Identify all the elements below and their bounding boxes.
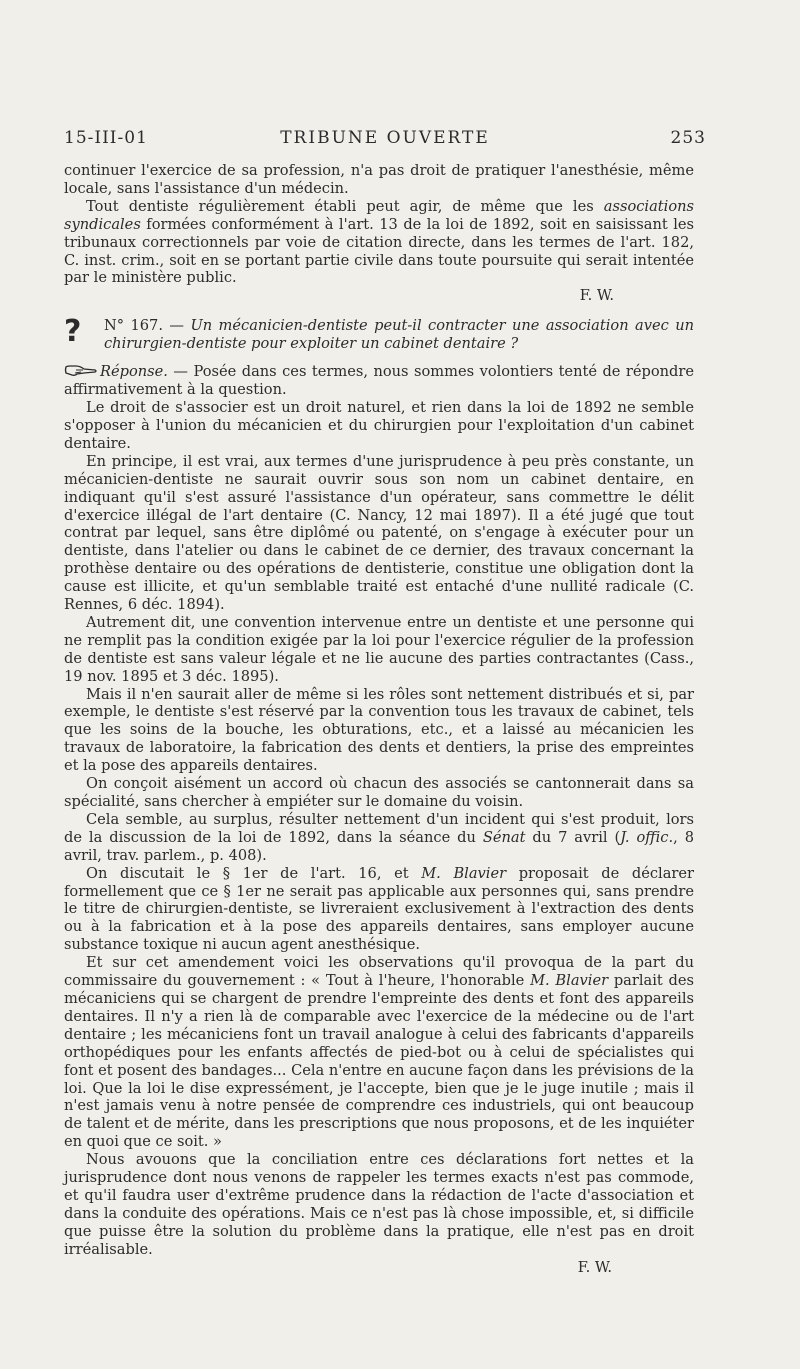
paragraph: Le droit de s'associer est un droit naturel, et rien dans la loi de 1892 ne semble s'opposer à l'union du mécanicien et du chirurgien pour l'exploitation d'un cabinet dentaire. bbox=[64, 399, 694, 452]
answer-label: Réponse. bbox=[100, 363, 168, 381]
question-number: N° 167. — bbox=[104, 317, 191, 335]
paragraph: Autrement dit, une convention intervenue entre un dentiste et une personne qui ne remplit pas la condition exigée par la loi pour l'exercice régulier de la profession de dentiste est sans valeur légale et ne lie aucune des parties contractantes (Cass., 19 nov. 1895 et 3 déc. 1895). bbox=[64, 613, 694, 685]
paragraph: Mais il n'en saurait aller de même si les rôles sont nettement distribués et si, par exemple, le dentiste s'est réservé par la convention tous les travaux de cabinet, tels que les soins de la bouche, les obturations, etc., et a laissé au mécanicien les travaux de laboratoire, la fabrication des dents et dentiers, la prise des empreintes et la pose des appareils dentaires. bbox=[64, 685, 694, 775]
paragraph: Cela semble, au surplus, résulter nettement d'un incident qui s'est produit, lors de la discussion de la loi de 1892, dans la séance du Sénat du 7 avril (J. offic., 8 avril, trav. parlem., p. 408). bbox=[64, 810, 694, 864]
signature: F. W. bbox=[577, 1258, 612, 1276]
paragraph: En principe, il est vrai, aux termes d'une jurisprudence à peu près constante, un mécanicien-dentiste ne saurait ouvrir sous son nom un cabinet dentaire, en indiquant qu'il s'est assuré l'assistance d'un opérateur, sans commettre le délit d'exercice illégal de l'art dentaire (C. Nancy, 12 mai 1897). Il a été jugé que tout contrat par lequel, sans être diplômé ou patenté, on s'engage à exécuter pour un dentiste, dans l'atelier ou dans le cabinet de ce dernier, des travaux concernant la prothèse dentaire ou des opérations de dentisterie, constitue une obligation dont la cause est illicite, et qu'un semblable traité est entaché d'une nullité radicale (C. Rennes, 6 déc. 1894). bbox=[64, 452, 694, 614]
paragraph: continuer l'exercice de sa profession, n'a pas droit de pratiquer l'anesthésie, même locale, sans l'assistance d'un médecin. bbox=[64, 162, 694, 197]
paragraph: On discutait le § 1er de l'art. 16, et M. Blavier proposait de déclarer formellement que ce § 1er ne serait pas applicable aux personnes qui, sans prendre le titre de chirurgien-dentiste, se livreraient exclusivement à l'extraction des dents ou à la fabrication et à la pose des appareils dentaires, sans employer aucune substance toxique ni aucun agent anesthésique. bbox=[64, 864, 694, 954]
running-header bbox=[64, 128, 706, 154]
article-body bbox=[64, 162, 694, 1276]
page-number: 253 bbox=[670, 128, 706, 148]
paragraph: Et sur cet amendement voici les observations qu'il provoqua de la part du commissaire du gouvernement : « Tout à l'heure, l'honorable M. Blavier parlait des mécaniciens qui se chargent de prendre l'empreinte des dents et font des appareils dentaires. Il n'y a rien là de comparable avec l'exercice de la médecine ou de l'art dentaire ; les mécaniciens font un travail analogue à celui des fabricants d'appareils orthopédiques pour les enfants affectés de pied-bot ou à celui de spécialistes qui font et posent des bandages... Cela n'entre en aucune façon dans les prévisions de la loi. Que la loi le dise expressément, je l'accepte, bien que je le juge inutile ; mais il n'est jamais venu à notre pensée de comprendre ces industriels, qui ont beaucoup de talent et de mérite, dans les prescriptions que nous proposons, et de les inquiéter en quoi que ce soit. » bbox=[64, 954, 694, 1151]
answer-paragraph: Réponse. — Posée dans ces termes, nous sommes volontiers tenté de répondre affirmativement à la question. bbox=[64, 363, 694, 399]
journal-section-title: TRIBUNE OUVERTE bbox=[280, 128, 490, 148]
question-title: Un mécanicien-dentiste peut-il contracter une association avec un chirurgien-dentiste pour exploiter un cabinet dentaire ? bbox=[104, 317, 694, 353]
paragraph: Nous avouons que la conciliation entre ces déclarations fort nettes et la jurisprudence dont nous venons de rappeler les termes exacts n'est pas commode, et qu'il faudra user d'extrême prudence dans la rédaction de l'acte d'association et dans la conduite des opérations. Mais ce n'est pas là chose impossible, et, si difficile que puisse être la solution du problème dans la pratique, elle n'est pas en droit irréalisable. bbox=[64, 1151, 694, 1258]
signature: F. W. bbox=[579, 287, 614, 305]
pointing-hand-icon bbox=[64, 363, 98, 377]
paragraph: On conçoit aisément un accord où chacun des associés se cantonnerait dans sa spécialité, sans chercher à empiéter sur le domaine du voisin. bbox=[64, 775, 694, 810]
paragraph: Tout dentiste régulièrement établi peut agir, de même que les associations syndicales formées conformément à l'art. 13 de la loi de 1892, soit en saisissant les tribunaux correctionnels par voie de citation directe, dans les termes de l'art. 182, C. inst. crim., soit en se portant partie civile dans toute poursuite qui serait intentée par le ministère public. bbox=[64, 197, 694, 287]
question-block bbox=[64, 314, 694, 353]
issue-date: 15-III-01 bbox=[64, 128, 148, 148]
question-mark-icon: ? bbox=[64, 314, 82, 350]
